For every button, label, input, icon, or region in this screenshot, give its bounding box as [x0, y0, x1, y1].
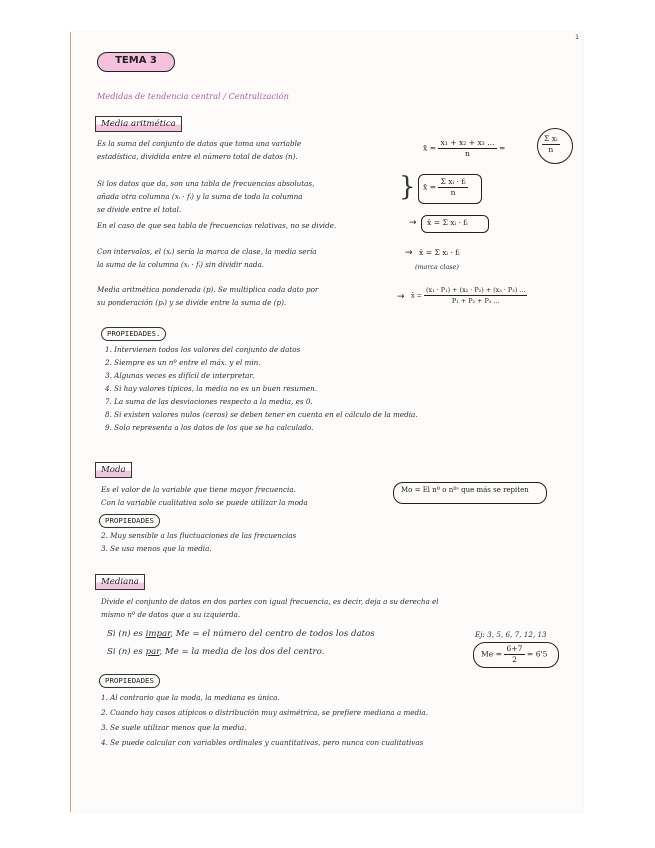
- media-property-2: 2. Siempre es un nº entre el máx. y el min.: [105, 358, 261, 367]
- page-title: TEMA 3: [115, 55, 157, 66]
- media-sum-formula-numerator: Σ xᵢ: [544, 134, 558, 143]
- intervals-arrow: →: [405, 248, 413, 258]
- mediana-case-impar: [107, 628, 375, 640]
- page-subtitle: Medidas de tendencia central / Centralización: [97, 91, 289, 101]
- page-number: 1: [575, 34, 579, 41]
- moda-definition-line-2: Con la variable cualitativa solo se puede utilizar la moda: [101, 498, 308, 507]
- mediana-case-par-keyword: par: [145, 647, 160, 657]
- media-definition-line-2: estadística, dividida entre el número total de datos (n).: [97, 152, 298, 161]
- media-main-formula-equals: =: [498, 143, 506, 153]
- media-frequency-formula: [423, 177, 468, 198]
- media-frequency-formula-numerator: Σ xᵢ · fᵢ: [440, 177, 466, 186]
- moda-property-1: 2. Muy sensible a las fluctuaciones de las frecuencias: [101, 531, 297, 540]
- media-property-3: 3. Algunas veces es difícil de interpretar.: [105, 371, 255, 380]
- mediana-example-formula: [481, 644, 547, 665]
- media-frequency-formula-lhs: x̄ =: [423, 182, 437, 192]
- media-main-formula-lhs: x̄ =: [423, 143, 437, 153]
- title-badge: [97, 52, 175, 72]
- mediana-property-2: 2. Cuando hay casos atípicos o distribución muy asimétrica, se prefiere mediana a media.: [101, 708, 429, 717]
- mediana-example-formula-denominator: 2: [512, 655, 517, 664]
- media-properties-label: PROPIEDADES.: [101, 327, 166, 341]
- media-weighted-formula-fraction: [424, 285, 527, 306]
- section-heading-media: Media aritmética: [95, 116, 182, 132]
- media-frequency-line-3: se divide entre el total.: [97, 205, 182, 214]
- media-property-6: 8. Si existen valores nulos (ceros) se deben tener en cuenta en el cálculo de la media.: [105, 410, 418, 419]
- frequency-brace: }: [399, 172, 416, 202]
- media-relative-line: En el caso de que sea tabla de frecuencias relativas, no se divide.: [97, 221, 337, 230]
- mediana-definition-line-1: Divide el conjunto de datos en dos partes con igual frecuencia, es decir, deja a su derecha el: [101, 597, 439, 606]
- media-weighted-formula-denominator: P₁ + P₂ + P₃ ...: [451, 297, 500, 305]
- mediana-example: Ej: 3, 5, 6, 7, 12, 13: [475, 630, 547, 639]
- media-intervals-formula: x̄ = Σ xᵢ · fᵢ: [419, 248, 460, 257]
- mediana-example-formula-rhs: = 6'5: [526, 649, 548, 659]
- mediana-case-par-rest: , Me = la media de los dos del centro.: [159, 647, 325, 657]
- mediana-case-par: [107, 646, 324, 658]
- moda-properties-label: PROPIEDADES: [99, 514, 160, 528]
- media-main-formula: [423, 138, 505, 159]
- media-frequency-formula-fraction: [438, 177, 467, 198]
- media-frequency-line-1: Si los datos que da, son una tabla de frecuencias absolutas,: [97, 179, 315, 188]
- notebook-page: [70, 32, 583, 812]
- media-main-formula-numerator: x₁ + x₂ + x₃ ...: [440, 138, 495, 147]
- media-relative-formula: x̄ = Σ xᵢ · fᵢ: [427, 218, 468, 227]
- weighted-arrow: →: [397, 292, 405, 302]
- mediana-case-impar-prefix: Si (n) es: [107, 629, 146, 639]
- media-weighted-formula: [411, 285, 527, 306]
- section-heading-mediana: Mediana: [95, 574, 145, 590]
- media-frequency-line-2: añada otra columna (xᵢ · fᵢ) y la suma de toda la columna: [97, 192, 303, 201]
- mediana-example-formula-numerator: 6+7: [506, 644, 523, 653]
- media-weighted-formula-numerator: (x₁ · P₁) + (x₂ · P₂) + (x₃ · P₃) ...: [426, 286, 526, 294]
- media-main-formula-denominator: n: [465, 149, 470, 158]
- media-main-formula-fraction: [438, 138, 496, 159]
- media-intervals-line-1: Con intervalos, el (xᵢ) sería la marca de clase, la media sería: [97, 247, 317, 256]
- media-property-4: 4. Si hay valores típicos, la media no es un buen resumen.: [105, 384, 318, 393]
- moda-property-2: 3. Se usa menos que la media.: [101, 544, 212, 553]
- mediana-case-impar-keyword: impar: [145, 629, 171, 639]
- mediana-case-par-prefix: Si (n) es: [107, 647, 146, 657]
- media-weighted-formula-lhs: x̄ =: [411, 291, 422, 300]
- mediana-properties-label: PROPIEDADES: [99, 674, 160, 688]
- mediana-property-4: 4. Se puede calcular con variables ordinales y cuantitativas, pero nunca con cualitativas: [101, 738, 424, 747]
- mediana-property-3: 3. Se suele utilizar menos que la media.: [101, 723, 247, 732]
- mediana-case-impar-rest: , Me = el número del centro de todos los datos: [170, 629, 375, 639]
- media-property-5: 7. La suma de las desviaciones respecto a la media, es 0.: [105, 397, 313, 406]
- media-sum-formula-denominator: n: [548, 145, 554, 154]
- moda-formula: Mo = El nº o nºˢ que más se repiten: [401, 486, 529, 494]
- section-heading-moda: Moda: [95, 462, 132, 478]
- media-frequency-formula-denominator: n: [450, 188, 456, 197]
- media-weighted-line-1: Media aritmética ponderada (p). Se multiplica cada dato por: [97, 285, 319, 294]
- media-property-1: 1. Intervienen todos los valores del conjunto de datos: [105, 345, 301, 354]
- mediana-example-formula-fraction: [504, 644, 524, 665]
- media-property-7: 9. Solo representa a los datos de los que se ha calculado.: [105, 423, 314, 432]
- media-intervals-note: (marca clase): [415, 263, 459, 271]
- mediana-property-1: 1. Al contrario que la moda, la mediana es única.: [101, 693, 280, 702]
- media-sum-formula: [542, 134, 560, 155]
- relative-arrow: →: [409, 218, 417, 228]
- media-weighted-line-2: su ponderación (pᵢ) y se divide entre la suma de (p).: [97, 298, 287, 307]
- media-intervals-line-2: la suma de la columna (xᵢ · fᵢ) sin dividir nada.: [97, 260, 265, 269]
- media-sum-formula-fraction: [542, 134, 560, 155]
- mediana-definition-line-2: mismo nº de datos que a su izquierda.: [101, 610, 241, 619]
- media-definition-line-1: Es la suma del conjunto de datos que toma una variable: [97, 139, 302, 148]
- moda-definition-line-1: Es el valor de la variable que tiene mayor frecuencia.: [101, 485, 296, 494]
- mediana-example-formula-lhs: Me =: [481, 649, 503, 659]
